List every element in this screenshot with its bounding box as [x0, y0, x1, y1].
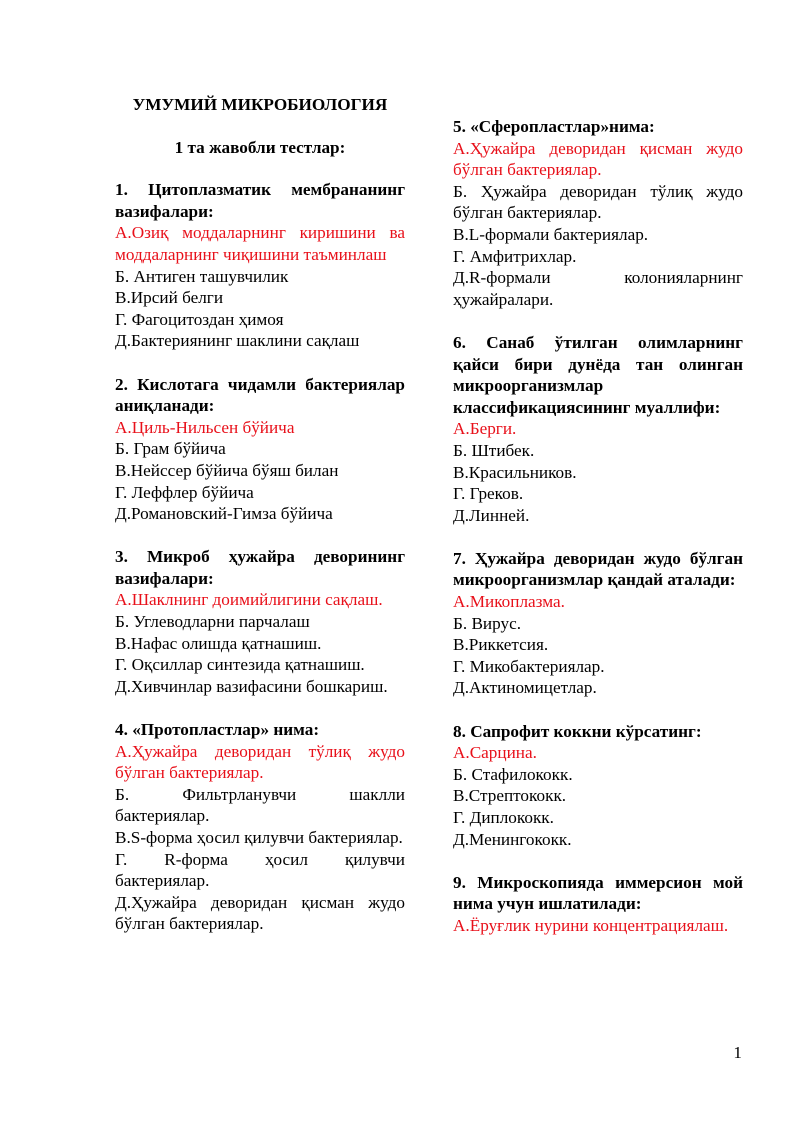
answer-option: Г. Диплококк. [453, 808, 554, 827]
answer-option-correct: А.Микоплазма. [453, 592, 565, 612]
answer-option: Д.Бактериянинг шаклини сақлаш [115, 331, 360, 351]
answer-option-correct: А.Ёруғлик нурини концентрациялаш. [453, 915, 729, 935]
right-column [453, 116, 743, 958]
answer-option: Г. Оқсиллар синтезида қатнашиш. [115, 655, 365, 675]
answer-option: Б. Ҳужайра деворидан тўлиқ жудо бўлган бактериялар. [453, 181, 743, 223]
answer-option: В.Нафас олишда қатнашиш. [115, 633, 322, 653]
left-question-list [115, 179, 405, 935]
question-block [115, 546, 405, 697]
answer-option-correct: А.Берги. [453, 419, 517, 439]
answer-option: В.L-формали бактериялар. [453, 224, 649, 244]
question-block [453, 332, 743, 526]
section-subtitle: 1 та жавобли тестлар: [174, 137, 346, 157]
answer-option: В.Ирсий белги [115, 288, 224, 308]
page-title: УМУМИЙ МИКРОБИОЛОГИЯ [132, 95, 388, 114]
answer-option: Б. Углеводларни парчалаш [115, 612, 310, 632]
answer-option: Б. Вирус. [453, 613, 522, 633]
answer-option: Д.Хивчинлар вазифасини бошкариш. [115, 676, 388, 696]
question-text: 7. Ҳужайра деворидан жудо бўлган микроорганизмлар қандай аталади: [453, 548, 743, 590]
page-number: 1 [733, 1043, 742, 1062]
question-block [453, 872, 743, 937]
left-column [115, 94, 405, 957]
answer-option: Д.Романовский-Гимза бўйича [115, 504, 333, 524]
question-text: 4. «Протопластлар» нима: [115, 720, 320, 740]
answer-option: Д.R-формали колонияларнинг ҳужайралари. [453, 268, 743, 309]
question-text: 3. Микроб ҳужайра деворининг вазифалари: [115, 547, 405, 588]
answer-option: В.S-форма ҳосил қилувчи бактериялар. [115, 828, 403, 847]
answer-option: Г. Фагоцитоздан ҳимоя [115, 309, 284, 329]
answer-option-correct: А.Ҳужайра деворидан тўлиқ жудо бўлган бактериялар. [115, 741, 405, 783]
answer-option: Д.Актиномицетлар. [453, 678, 597, 698]
answer-option: Г. R-форма ҳосил қилувчи бактериялар. [115, 849, 405, 891]
answer-option: Б. Грам бўйича [115, 439, 226, 459]
answer-option-correct: А.Озиқ моддаларнинг киришини ва моддаларнинг чиқишини таъминлаш [115, 223, 405, 264]
answer-option-correct: А.Шаклнинг доимийлигини сақлаш. [115, 590, 383, 610]
question-text: 9. Микроскопияда иммерсион мой нима учун ишлатилади: [453, 872, 743, 914]
answer-option: В.Стрептококк. [453, 786, 567, 806]
answer-option: Д.Менингококк. [453, 829, 572, 849]
answer-option-correct: А.Циль-Нильсен бўйича [115, 417, 295, 437]
question-block [453, 721, 743, 851]
question-text: 8. Сапрофит коккни кўрсатинг: [453, 721, 702, 741]
question-text: 6. Санаб ўтилган олимларнинг қайси бири дунёда тан олинган микроорганизмлар классификациясининг муаллифи: [453, 332, 743, 417]
answer-option: В.Риккетсия. [453, 635, 549, 655]
answer-option: Б. Стафилококк. [453, 764, 573, 784]
answer-option: В.Красильников. [453, 462, 577, 482]
answer-option: Г. Леффлер бўйича [115, 482, 254, 502]
answer-option: Д.Ҳужайра деворидан қисман жудо бўлган бактериялар. [115, 892, 405, 934]
answer-option: Д.Линней. [453, 505, 530, 525]
answer-option-correct: А.Ҳужайра деворидан қисман жудо бўлган бактериялар. [453, 138, 743, 180]
question-text: 1. Цитоплазматик мембрананинг вазифалари: [115, 180, 405, 221]
question-block [115, 374, 405, 525]
question-block [453, 116, 743, 310]
answer-option: Г. Амфитрихлар. [453, 246, 577, 266]
answer-option: Г. Микобактериялар. [453, 656, 605, 676]
question-text: 5. «Сферопластлар»нима: [453, 117, 655, 136]
question-block [453, 548, 743, 699]
question-block [115, 719, 405, 935]
answer-option: В.Нейссер бўйича бўяш билан [115, 460, 339, 480]
answer-option-correct: А.Сарцина. [453, 743, 537, 763]
question-block [115, 179, 405, 352]
right-question-list [453, 116, 743, 937]
answer-option: Б. Антиген ташувчилик [115, 266, 289, 286]
answer-option: Б. Фильтрланувчи шаклли бактериялар. [115, 784, 405, 826]
answer-option: Г. Греков. [453, 484, 524, 504]
question-text: 2. Кислотага чидамли бактериялар аниқланади: [115, 374, 405, 416]
answer-option: Б. Штибек. [453, 440, 535, 460]
